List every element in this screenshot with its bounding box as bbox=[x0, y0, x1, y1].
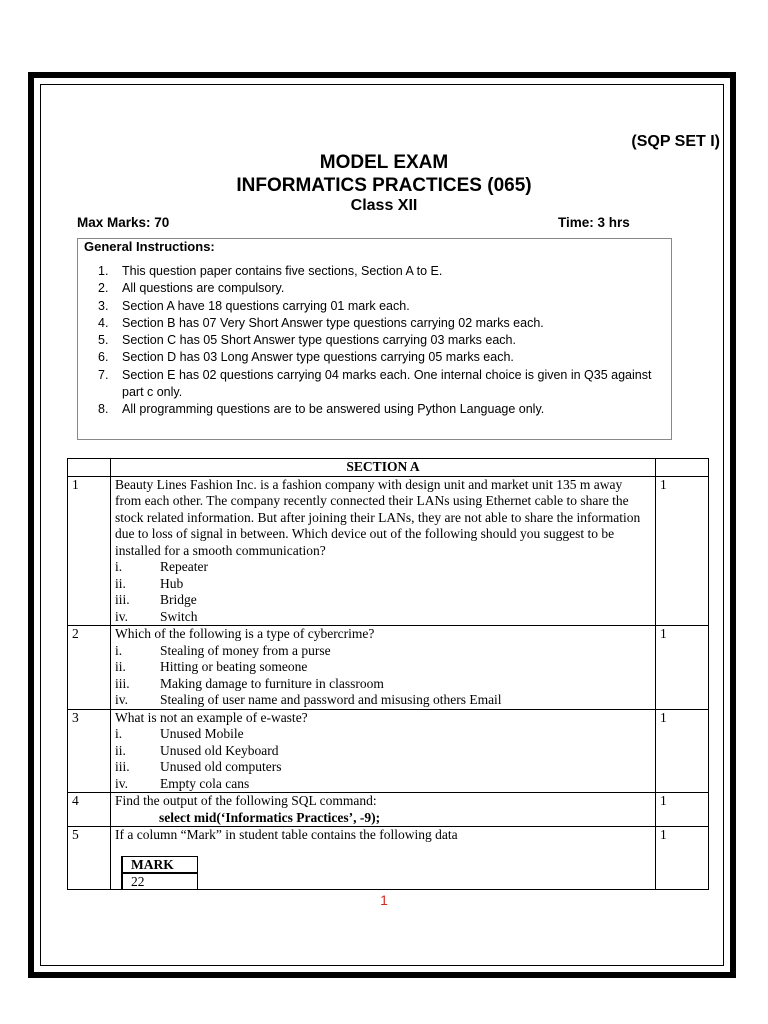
question-body bbox=[111, 793, 656, 827]
question-row bbox=[68, 793, 709, 827]
option-numeral: iv. bbox=[115, 775, 128, 791]
question-row bbox=[68, 476, 709, 626]
class-title: Class XII bbox=[350, 197, 418, 214]
option-text: Empty cola cans bbox=[160, 775, 250, 791]
instruction-number: 3. bbox=[98, 298, 109, 313]
mark-column-header: MARK bbox=[122, 856, 198, 873]
option-item bbox=[115, 659, 651, 676]
question-marks: 1 bbox=[656, 709, 709, 793]
page-number: 1 bbox=[380, 892, 388, 908]
option-numeral: iii. bbox=[115, 675, 130, 691]
question-marks: 1 bbox=[656, 476, 709, 626]
option-item bbox=[115, 726, 651, 743]
instruction-item bbox=[78, 315, 662, 332]
time-allowed: Time: 3 hrs bbox=[558, 215, 630, 230]
option-numeral: iv. bbox=[115, 608, 128, 624]
option-text: Repeater bbox=[160, 559, 208, 574]
option-item bbox=[115, 676, 651, 693]
question-marks: 1 bbox=[656, 626, 709, 710]
instruction-item bbox=[78, 280, 662, 297]
option-text: Unused old computers bbox=[160, 759, 282, 774]
mark-value-cell: 22 bbox=[122, 873, 198, 889]
instruction-number: 6. bbox=[98, 350, 109, 365]
option-text: Stealing of money from a purse bbox=[160, 642, 331, 658]
sql-command: select mid(‘Informatics Practices’, -9); bbox=[159, 809, 381, 825]
option-numeral: ii. bbox=[115, 742, 126, 758]
option-text: Bridge bbox=[160, 592, 197, 607]
instruction-number: 5. bbox=[98, 333, 109, 348]
option-numeral: i. bbox=[115, 559, 123, 574]
instruction-text: Section D has 03 Long Answer type questions carrying 05 marks each. bbox=[122, 350, 514, 365]
question-row bbox=[68, 709, 709, 793]
instruction-text: Section B has 07 Very Short Answer type questions carrying 02 marks each. bbox=[122, 315, 544, 330]
option-numeral: iv. bbox=[115, 692, 128, 707]
instruction-text: All programming questions are to be answered using Python Language only. bbox=[122, 402, 545, 417]
instruction-text: All questions are compulsory. bbox=[122, 281, 285, 296]
option-text: Hub bbox=[160, 575, 184, 591]
question-number: 3 bbox=[68, 709, 111, 793]
instruction-item bbox=[78, 401, 662, 418]
option-item bbox=[115, 592, 651, 609]
option-numeral: ii. bbox=[115, 659, 126, 674]
question-body bbox=[111, 626, 656, 710]
instruction-item bbox=[78, 263, 662, 280]
instruction-number: 1. bbox=[98, 264, 109, 278]
section-heading: SECTION A bbox=[111, 459, 656, 477]
option-text: Switch bbox=[160, 608, 198, 624]
question-text: If a column “Mark” in student table contains the following data bbox=[115, 827, 458, 842]
set-label: (SQP SET I) bbox=[631, 133, 720, 150]
subject-title: INFORMATICS PRACTICES (065) bbox=[236, 175, 532, 196]
question-row bbox=[68, 626, 709, 710]
question-text: What is not an example of e-waste? bbox=[115, 709, 308, 725]
question-text: Which of the following is a type of cybercrime? bbox=[115, 626, 375, 641]
instructions-heading: General Instructions: bbox=[84, 239, 215, 254]
instruction-item bbox=[78, 298, 662, 315]
option-text: Stealing of user name and password and misusing others Email bbox=[160, 692, 502, 707]
options-list bbox=[115, 643, 651, 709]
option-numeral: ii. bbox=[115, 575, 126, 591]
option-item bbox=[115, 692, 651, 709]
question-body bbox=[111, 476, 656, 626]
question-text: Find the output of the following SQL command: bbox=[115, 793, 377, 808]
instruction-item bbox=[78, 349, 662, 366]
exam-title: MODEL EXAM bbox=[319, 152, 449, 173]
instruction-text: Section C has 05 Short Answer type questions carrying 03 marks each. bbox=[122, 333, 516, 348]
option-item bbox=[115, 576, 651, 593]
question-number: 5 bbox=[68, 827, 111, 890]
question-row bbox=[68, 827, 709, 890]
question-number: 1 bbox=[68, 476, 111, 626]
question-body bbox=[111, 827, 656, 890]
option-item bbox=[115, 743, 651, 760]
question-number: 2 bbox=[68, 626, 111, 710]
question-body bbox=[111, 709, 656, 793]
instruction-number: 7. bbox=[98, 367, 109, 382]
instruction-text: Section E has 02 questions carrying 04 marks each. One internal choice is given in Q35 against part c only. bbox=[122, 367, 652, 400]
question-marks: 1 bbox=[656, 793, 709, 827]
option-item bbox=[115, 643, 651, 660]
option-numeral: i. bbox=[115, 726, 123, 741]
option-text: Hitting or beating someone bbox=[160, 659, 308, 674]
option-item bbox=[115, 759, 651, 776]
question-number: 4 bbox=[68, 793, 111, 827]
section-heading-row bbox=[68, 459, 709, 477]
general-instructions-box bbox=[77, 238, 672, 440]
options-list bbox=[115, 726, 651, 792]
option-numeral: i. bbox=[115, 642, 123, 658]
option-item bbox=[115, 559, 651, 576]
max-marks: Max Marks: 70 bbox=[77, 215, 170, 230]
instruction-number: 8. bbox=[98, 402, 109, 417]
instruction-text: This question paper contains five sections, Section A to E. bbox=[122, 264, 443, 278]
option-item bbox=[115, 776, 651, 793]
question-text: Beauty Lines Fashion Inc. is a fashion company with design unit and market unit 135 m away from each other. The company recently connected their LANs using Ethernet cable to share the stock related information. But after joining their LANs, they are not able to share the information due to loss of signal in between. Which device out of the following should you suggest to be installed for a smooth communication? bbox=[115, 476, 641, 558]
option-numeral: iii. bbox=[115, 592, 130, 607]
option-item bbox=[115, 609, 651, 626]
options-list bbox=[115, 559, 651, 625]
instructions-list bbox=[78, 263, 662, 419]
option-text: Unused old Keyboard bbox=[160, 742, 279, 758]
instruction-number: 4. bbox=[98, 315, 109, 330]
question-marks: 1 bbox=[656, 827, 709, 890]
option-text: Unused Mobile bbox=[160, 726, 244, 741]
questions-table bbox=[67, 458, 709, 890]
option-text: Making damage to furniture in classroom bbox=[160, 675, 384, 691]
instruction-text: Section A have 18 questions carrying 01 mark each. bbox=[122, 298, 410, 313]
mark-data-table bbox=[121, 856, 198, 889]
option-numeral: iii. bbox=[115, 759, 130, 774]
instruction-number: 2. bbox=[98, 281, 109, 296]
instruction-item bbox=[78, 367, 662, 402]
instruction-item bbox=[78, 332, 662, 349]
